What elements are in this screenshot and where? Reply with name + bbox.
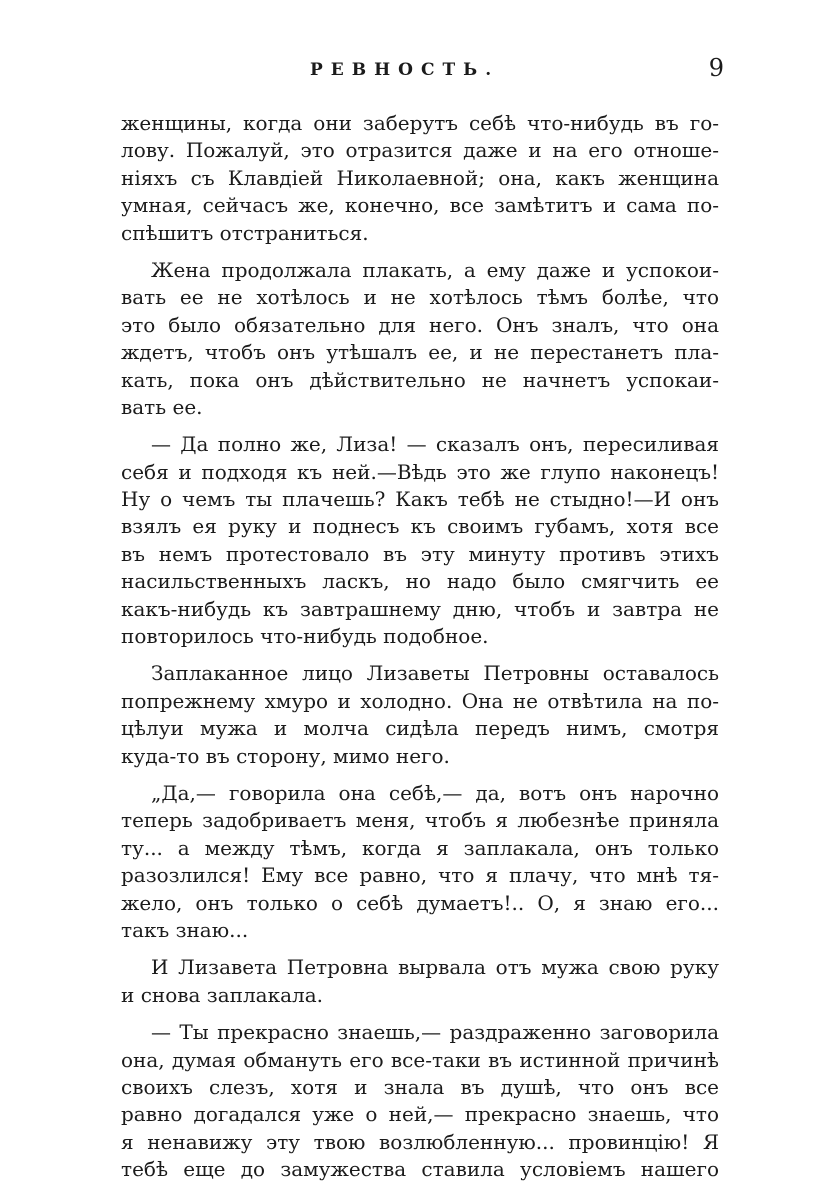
paragraph bbox=[121, 1019, 719, 1183]
paragraph bbox=[121, 257, 719, 421]
text-line: она, думая обмануть его все-таки въ истинной причинѣ bbox=[121, 1047, 719, 1072]
text-line: себя и подходя къ ней.—Вѣдь это же глупо наконецъ! bbox=[121, 459, 719, 484]
text-line: ніяхъ съ Клавдіей Николаевной; она, какъ женщина bbox=[121, 165, 719, 190]
text-line: тебѣ еще до замужества ставила условіемъ нашего bbox=[121, 1157, 719, 1182]
running-head bbox=[120, 54, 726, 88]
text-line: такъ знаю... bbox=[121, 917, 249, 942]
paragraph bbox=[121, 660, 719, 770]
text-line: лову. Пожалуй, это отразится даже и на его отноше- bbox=[121, 138, 719, 163]
text-line: цѣлуи мужа и молча сидѣла передъ нимъ, смотря bbox=[121, 716, 719, 741]
text-line: взялъ ея руку и поднесъ къ своимъ губамъ, хотя все bbox=[121, 514, 719, 539]
text-line: вать ее. bbox=[121, 394, 203, 419]
text-line: спѣшитъ отстраниться. bbox=[121, 220, 369, 245]
running-title: РЕВНОСТЬ. bbox=[310, 60, 500, 80]
text-line: насильственныхъ ласкъ, но надо было смягчить ее bbox=[121, 569, 719, 594]
text-line: вать ее не хотѣлось и не хотѣлось тѣмъ болѣе, что bbox=[121, 285, 719, 310]
text-line: и снова заплакала. bbox=[121, 982, 324, 1007]
text-line: разозлился! Ему все равно, что я плачу, что мнѣ тя- bbox=[121, 863, 719, 888]
text-line: своихъ слезъ, хотя и знала въ душѣ, что онъ все bbox=[121, 1074, 719, 1099]
body-text bbox=[121, 110, 719, 1193]
text-line: — Ты прекрасно знаешь,— раздраженно заговорила bbox=[151, 1020, 719, 1045]
text-line: Заплаканное лицо Лизаветы Петровны оставалось bbox=[151, 661, 719, 686]
text-line: — Да полно же, Лиза! — сказалъ онъ, пересиливая bbox=[151, 432, 719, 457]
text-line: теперь задобриваетъ меня, чтобъ я любезнѣе приняла bbox=[121, 808, 719, 833]
text-line: Ну о чемъ ты плачешь? Какъ тебѣ не стыдно!—И онъ bbox=[121, 487, 719, 512]
paragraph bbox=[121, 110, 719, 247]
text-line: ту... а между тѣмъ, когда я заплакала, онъ только bbox=[121, 835, 719, 860]
text-line: въ немъ протестовало въ эту минуту противъ этихъ bbox=[121, 541, 719, 566]
text-line: ждетъ, чтобъ онъ утѣшалъ ее, и не перестанетъ пла- bbox=[121, 340, 719, 365]
paragraph bbox=[121, 780, 719, 944]
text-line: женщины, когда они заберутъ себѣ что-нибудь въ го- bbox=[121, 111, 719, 135]
text-line: равно догадался уже о ней,— прекрасно знаешь, что bbox=[121, 1102, 719, 1127]
text-line: умная, сейчасъ же, конечно, все замѣтитъ и сама по- bbox=[121, 193, 719, 218]
text-line: я ненавижу эту твою возлюбленную... провинцію! Я bbox=[121, 1129, 719, 1154]
text-line: „Да,— говорила она себѣ,— да, вотъ онъ нарочно bbox=[151, 780, 719, 805]
text-line: это было обязательно для него. Онъ зналъ, что она bbox=[121, 312, 719, 337]
paragraph bbox=[121, 954, 719, 1009]
text-line: какъ-нибудь къ завтрашнему дню, чтобъ и завтра не bbox=[121, 596, 719, 621]
text-line: куда-то въ сторону, мимо него. bbox=[121, 743, 450, 768]
paragraph bbox=[121, 431, 719, 650]
page-number: 9 bbox=[708, 54, 724, 82]
text-line: повторилось что-нибудь подобное. bbox=[121, 624, 489, 649]
text-line: попрежнему хмуро и холодно. Она не отвѣтила на по- bbox=[121, 688, 719, 713]
text-line: кать, пока онъ дѣйствительно не начнетъ успокаи- bbox=[121, 367, 719, 392]
text-line: жело, онъ только о себѣ думаетъ!.. О, я знаю его... bbox=[121, 890, 719, 915]
text-line: И Лизавета Петровна вырвала отъ мужа свою руку bbox=[151, 955, 719, 980]
text-line: Жена продолжала плакать, а ему даже и успокои- bbox=[151, 257, 719, 282]
